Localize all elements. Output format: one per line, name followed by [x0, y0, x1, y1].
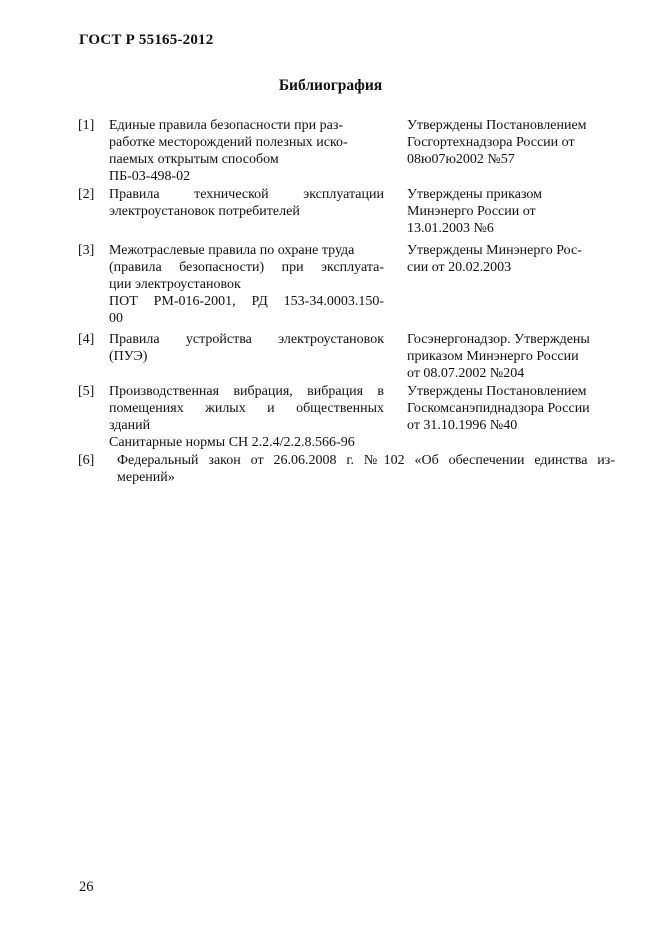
- bibliography-list: [78, 117, 615, 492]
- document-header: ГОСТ Р 55165-2012: [79, 32, 214, 48]
- entry-title-line: ции электроустановок: [109, 277, 241, 292]
- entry-approval-line: Минэнерго России от: [407, 204, 536, 219]
- entry-approval-line: Госэнергонадзор. Утверждены: [407, 332, 590, 347]
- entry-approval-line: сии от 20.02.2003: [407, 260, 512, 275]
- entry-title-line: Правила технической эксплуатации: [109, 187, 384, 202]
- entry-number: [2]: [78, 187, 95, 202]
- entry-approval-line: от 31.10.1996 №40: [407, 418, 518, 433]
- bib-entry-4: [78, 331, 615, 383]
- entry-title-line: 00: [109, 311, 123, 326]
- entry-approval-line: Утверждены приказом: [407, 187, 543, 202]
- entry-title-line: ПОТ РМ-016-2001, РД 153-34.0003.150-: [109, 294, 384, 309]
- entry-title-line: зданий: [109, 418, 151, 433]
- section-title: Библиография: [278, 77, 383, 94]
- entry-number: [4]: [78, 332, 95, 347]
- entry-title: [109, 117, 384, 185]
- entry-title-line: Производственная вибрация, вибрация в: [109, 384, 384, 399]
- entry-title: [109, 331, 384, 365]
- page-number: 26: [79, 879, 94, 895]
- entry-title-line: паемых открытым способом: [109, 152, 279, 167]
- entry-number: [6]: [78, 453, 95, 468]
- entry-title-line: (правила безопасности) при эксплуата-: [109, 260, 384, 275]
- entry-approval-line: от 08.07.2002 №204: [407, 366, 525, 381]
- entry-title-line: работке месторождений полезных иско-: [109, 135, 348, 150]
- entry-title-line: Правила устройства электроустановок: [109, 332, 384, 347]
- entry-approval: [407, 331, 615, 382]
- entry-number: [3]: [78, 243, 95, 258]
- entry-number: [5]: [78, 384, 95, 399]
- bib-entry-3: [78, 242, 615, 331]
- entry-title-line: Федеральный закон от 26.06.2008 г. №102 «Об обеспечении единства из-: [117, 453, 615, 468]
- entry-approval-line: Утверждены Постановлением: [407, 118, 587, 133]
- bib-entry-6: [78, 452, 615, 492]
- entry-approval-line: 08ю07ю2002 №57: [407, 152, 515, 167]
- entry-title-line: Санитарные нормы СН 2.2.4/2.2.8.566-96: [109, 435, 355, 450]
- entry-title-line: Межотраслевые правила по охране труда: [109, 243, 355, 258]
- entry-approval-line: 13.01.2003 №6: [407, 221, 494, 236]
- entry-title: [109, 383, 384, 451]
- entry-title: [109, 186, 384, 220]
- entry-approval-line: Госгортехнадзора России от: [407, 135, 575, 150]
- entry-title-line: помещениях жилых и общественных: [109, 401, 384, 416]
- entry-title-line: мерений»: [117, 470, 175, 485]
- entry-title: [117, 452, 615, 486]
- entry-approval-line: Утверждены Постановлением: [407, 384, 587, 399]
- entry-title-line: (ПУЭ): [109, 349, 148, 364]
- bib-entry-2: [78, 186, 615, 242]
- bib-entry-5: [78, 383, 615, 452]
- entry-approval-line: Утверждены Минэнерго Рос-: [407, 243, 582, 258]
- entry-number: [1]: [78, 118, 95, 133]
- entry-approval: [407, 186, 615, 237]
- entry-approval-line: Госкомсанэпиднадзора России: [407, 401, 590, 416]
- entry-title: [109, 242, 384, 327]
- entry-title-line: электроустановок потребителей: [109, 204, 300, 219]
- entry-approval-line: приказом Минэнерго России: [407, 349, 579, 364]
- entry-approval: [407, 383, 615, 434]
- entry-approval: [407, 242, 615, 276]
- entry-title-line: Единые правила безопасности при раз-: [109, 118, 344, 133]
- bib-entry-1: [78, 117, 615, 186]
- entry-approval: [407, 117, 615, 168]
- entry-title-line: ПБ-03-498-02: [109, 169, 191, 184]
